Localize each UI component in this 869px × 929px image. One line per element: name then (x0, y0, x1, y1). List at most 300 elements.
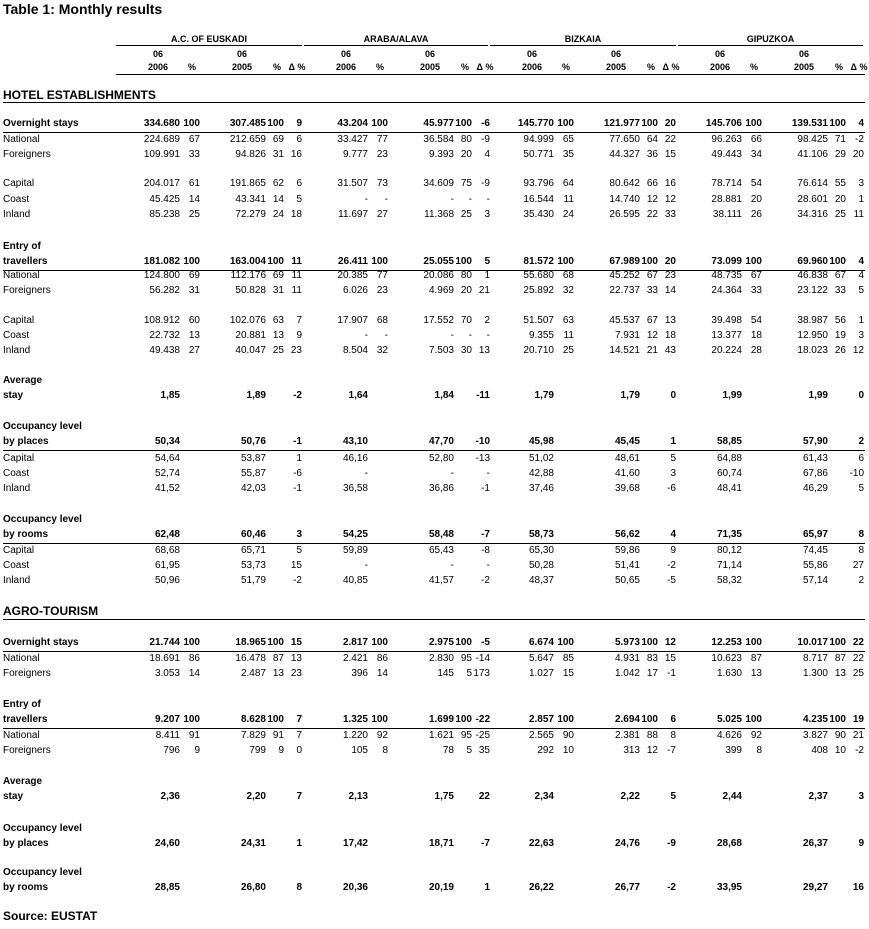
table-cell: 24,60 (154, 838, 180, 849)
table-cell: -2 (293, 575, 302, 586)
table-cell: 1 (858, 315, 864, 326)
table-cell: 2.381 (614, 730, 640, 741)
table-cell: 34 (750, 149, 762, 160)
table-cell: 4 (670, 529, 676, 540)
table-cell: 20 (750, 194, 762, 205)
row-label-top: Entry of (3, 699, 41, 710)
table-cell: 65,97 (802, 529, 828, 540)
table-cell: 14 (188, 668, 200, 679)
col-2006: 2006 (147, 62, 169, 72)
table-cell: 48,61 (614, 453, 640, 464)
table-cell: 108.912 (143, 315, 180, 326)
table-cell: 36 (646, 149, 658, 160)
table-cell: 23 (664, 270, 676, 281)
table-cell: 14 (376, 668, 388, 679)
table-cell: - (450, 194, 454, 205)
table-cell: 27 (852, 560, 864, 571)
table-cell: 78.714 (711, 178, 742, 189)
table-cell: 69 (272, 134, 284, 145)
table-cell: 18,71 (428, 838, 454, 849)
table-cell: 3 (484, 209, 490, 220)
table-cell: 28.601 (797, 194, 828, 205)
table-cell: 1 (484, 882, 490, 893)
table-cell: 10 (562, 745, 574, 756)
table-cell: 8 (858, 545, 864, 556)
col-pct: % (187, 62, 196, 72)
row-label: by rooms (3, 882, 49, 893)
col-2006-month: 06 (714, 49, 725, 59)
table-row (0, 270, 869, 285)
column-headers (304, 46, 494, 74)
table-cell: 1.630 (716, 668, 742, 679)
table-cell: 408 (811, 745, 828, 756)
table-cell: 38.987 (797, 315, 828, 326)
table-cell: 64,88 (716, 453, 742, 464)
table-cell: -14 (475, 653, 490, 664)
table-cell: 40.047 (235, 345, 266, 356)
col-pct: % (834, 62, 843, 72)
table-cell: 44.327 (609, 149, 640, 160)
table-cell: 71,35 (716, 529, 742, 540)
table-row (0, 453, 869, 468)
table-cell: 10.623 (711, 653, 742, 664)
table-cell: 20 (852, 149, 864, 160)
table-cell: 1 (670, 436, 676, 447)
table-cell: -10 (475, 436, 490, 447)
table-cell: 96.263 (711, 134, 742, 145)
table-cell: 11 (291, 270, 302, 281)
row-label: stay (3, 791, 24, 802)
table-cell: 100 (183, 714, 200, 725)
table-cell: 59,86 (614, 545, 640, 556)
table-cell: 7.503 (428, 345, 454, 356)
table-cell: - (364, 468, 368, 479)
table-cell: 12.253 (711, 637, 742, 648)
table-cell: 12 (664, 194, 676, 205)
table-cell: 1,85 (160, 390, 180, 401)
table-cell: 100 (371, 118, 388, 129)
table-cell: 21.744 (149, 637, 180, 648)
table-cell: 54 (750, 315, 762, 326)
table-cell: 92 (750, 730, 762, 741)
table-cell: 13 (478, 345, 490, 356)
table-cell: 181.082 (143, 256, 180, 267)
table-cell: 2,36 (160, 791, 180, 802)
table-cell: 22,63 (528, 838, 554, 849)
table-cell: 26,37 (802, 838, 828, 849)
table-cell: 3 (670, 468, 676, 479)
table-cell: 43.341 (235, 194, 266, 205)
table-cell: 63 (562, 315, 574, 326)
table-cell: 145.706 (705, 118, 742, 129)
table-cell: 0 (858, 390, 864, 401)
row-label: Capital (3, 315, 35, 326)
table-cell: 55.680 (523, 270, 554, 281)
table-cell: 124.800 (143, 270, 180, 281)
table-cell: 46,16 (342, 453, 368, 464)
table-cell: - (450, 468, 454, 479)
table-cell: 41,52 (154, 483, 180, 494)
table-cell: 87 (834, 653, 846, 664)
table-cell: 90 (834, 730, 846, 741)
table-cell: 14 (272, 194, 284, 205)
table-cell: 35 (478, 745, 490, 756)
table-cell: 6 (858, 453, 864, 464)
table-cell: 1,89 (246, 390, 266, 401)
table-cell: 65,71 (240, 545, 266, 556)
col-2006-month: 06 (152, 49, 163, 59)
section-rule (3, 619, 865, 620)
table-cell: 43.204 (337, 118, 368, 129)
table-cell: -7 (667, 745, 676, 756)
row-label: Foreigners (3, 668, 51, 679)
table-cell: 13.377 (711, 330, 742, 341)
table-cell: 23 (290, 345, 302, 356)
table-cell: 12 (852, 345, 864, 356)
table-cell: 27 (376, 209, 388, 220)
table-cell: 100 (557, 714, 574, 725)
table-cell: 23 (376, 285, 388, 296)
table-cell: 41,60 (614, 468, 640, 479)
table-cell: 46,29 (802, 483, 828, 494)
table-cell: 71,14 (716, 560, 742, 571)
table-cell: 5.647 (528, 653, 554, 664)
table-cell: 9.393 (428, 149, 454, 160)
table-cell: 48,37 (528, 575, 554, 586)
row-label: Coast (3, 468, 30, 479)
table-cell: 5 (858, 483, 864, 494)
table-cell: 4.235 (802, 714, 828, 725)
table-cell: 204.017 (143, 178, 180, 189)
table-cell: 12 (646, 194, 658, 205)
table-cell: 61 (188, 178, 200, 189)
section-title-agro: AGRO-TOURISM (3, 604, 99, 618)
table-cell: 9 (296, 118, 302, 129)
col-pct: % (646, 62, 655, 72)
table-cell: 17 (646, 668, 658, 679)
row-label-top: Occupancy level (3, 514, 82, 525)
table-cell: 7 (296, 730, 302, 741)
table-cell: - (450, 330, 454, 341)
table-cell: -9 (481, 178, 490, 189)
table-cell: 121.977 (603, 118, 640, 129)
table-cell: 30 (460, 345, 472, 356)
table-cell: -5 (481, 637, 490, 648)
table-cell: - (486, 330, 490, 341)
table-cell: 86 (376, 653, 388, 664)
table-cell: 3.053 (154, 668, 180, 679)
table-cell: 100 (267, 714, 284, 725)
table-row (0, 345, 869, 360)
table-cell: 62 (272, 178, 284, 189)
table-cell: 50,34 (154, 436, 180, 447)
table-cell: 69.960 (797, 256, 828, 267)
row-label: Overnight stays (3, 118, 79, 129)
table-cell: 95 (460, 730, 472, 741)
table-cell: 50.771 (523, 149, 554, 160)
table-cell: 8 (756, 745, 762, 756)
row-label: stay (3, 390, 24, 401)
table-cell: - (364, 330, 368, 341)
table-row (0, 241, 869, 271)
table-cell: 12 (664, 637, 676, 648)
table-cell: 33 (646, 285, 658, 296)
table-cell: 5 (466, 668, 472, 679)
row-label: Inland (3, 345, 31, 356)
table-cell: 77.650 (609, 134, 640, 145)
table-cell: 5.025 (716, 714, 742, 725)
row-separator (3, 450, 865, 451)
table-cell: 1,84 (434, 390, 454, 401)
table-cell: 18 (664, 330, 676, 341)
table-cell: -9 (481, 134, 490, 145)
table-cell: 45,45 (614, 436, 640, 447)
table-cell: 3 (858, 791, 864, 802)
table-cell: 313 (623, 745, 640, 756)
table-row (0, 545, 869, 560)
table-cell: 13 (290, 653, 302, 664)
row-label: National (3, 134, 40, 145)
table-cell: 91 (272, 730, 284, 741)
table-cell: 54,64 (154, 453, 180, 464)
col-2005-month: 06 (236, 49, 247, 59)
table-cell: 14 (188, 194, 200, 205)
table-cell: 15 (664, 653, 676, 664)
table-cell: 5 (466, 745, 472, 756)
table-cell: 2.487 (240, 668, 266, 679)
table-cell: 18.965 (235, 637, 266, 648)
table-cell: 25 (272, 345, 284, 356)
table-cell: 62,48 (154, 529, 180, 540)
table-cell: 100 (267, 256, 284, 267)
table-cell: 9 (858, 838, 864, 849)
source-note: Source: EUSTAT (3, 909, 98, 923)
col-2006-month: 06 (340, 49, 351, 59)
table-cell: 1.699 (428, 714, 454, 725)
table-cell: 16 (290, 149, 302, 160)
table-cell: 31 (272, 149, 284, 160)
col-delta: Δ % (662, 62, 680, 72)
table-cell: 2.975 (428, 637, 454, 648)
table-cell: 25 (188, 209, 200, 220)
table-cell: 25.892 (523, 285, 554, 296)
table-cell: 41.106 (797, 149, 828, 160)
table-cell: 61,95 (154, 560, 180, 571)
table-cell: 71 (834, 134, 846, 145)
table-cell: 7 (296, 714, 302, 725)
table-cell: 27 (188, 345, 200, 356)
table-cell: 22 (478, 791, 490, 802)
table-cell: 399 (725, 745, 742, 756)
table-cell: 5 (670, 453, 676, 464)
table-row (0, 730, 869, 745)
table-cell: 20.385 (337, 270, 368, 281)
table-cell: 139.531 (791, 118, 828, 129)
table-cell: 15 (290, 637, 302, 648)
table-cell: 1,75 (434, 791, 454, 802)
table-cell: 10 (834, 745, 846, 756)
table-cell: 31.507 (337, 178, 368, 189)
table-cell: 1.325 (342, 714, 368, 725)
table-cell: 10.017 (797, 637, 828, 648)
table-cell: 81.572 (523, 256, 554, 267)
table-cell: 14.740 (609, 194, 640, 205)
table-row (0, 178, 869, 193)
table-cell: 9 (670, 545, 676, 556)
table-cell: 49.438 (149, 345, 180, 356)
row-label: Overnight stays (3, 637, 79, 648)
table-cell: 59,89 (342, 545, 368, 556)
table-cell: 51,02 (528, 453, 554, 464)
table-cell: 66 (646, 178, 658, 189)
table-cell: 5 (296, 194, 302, 205)
table-cell: 20 (664, 256, 676, 267)
table-cell: 20.086 (423, 270, 454, 281)
table-cell: 1,79 (620, 390, 640, 401)
table-cell: 80 (460, 270, 472, 281)
table-cell: 54 (750, 178, 762, 189)
table-cell: -6 (667, 483, 676, 494)
table-cell: 91 (188, 730, 200, 741)
table-cell: 4 (858, 118, 864, 129)
table-cell: 15 (664, 149, 676, 160)
table-cell: -8 (481, 545, 490, 556)
region-header: ARABA/ALAVA (304, 34, 488, 46)
table-cell: 4 (484, 149, 490, 160)
table-cell: 21 (646, 345, 658, 356)
table-cell: 6.674 (528, 637, 554, 648)
table-cell: 173 (473, 668, 490, 679)
table-cell: 799 (249, 745, 266, 756)
row-label: Capital (3, 545, 35, 556)
table-cell: 2.817 (342, 637, 368, 648)
table-cell: 36,58 (342, 483, 368, 494)
table-cell: 90 (562, 730, 574, 741)
table-cell: 145 (437, 668, 454, 679)
table-cell: 32 (376, 345, 388, 356)
table-cell: -13 (475, 453, 490, 464)
table-cell: 396 (351, 668, 368, 679)
table-cell: 38.111 (712, 209, 742, 220)
row-label-top: Occupancy level (3, 867, 82, 878)
table-cell: - (486, 468, 490, 479)
table-cell: 39,68 (614, 483, 640, 494)
table-cell: 20 (834, 194, 846, 205)
table-cell: 22 (664, 134, 676, 145)
table-row (0, 745, 869, 760)
table-cell: 100 (745, 714, 762, 725)
table-cell: 5 (670, 791, 676, 802)
table-cell: 26.411 (337, 256, 368, 267)
table-cell: 33.427 (337, 134, 368, 145)
table-cell: 100 (455, 637, 472, 648)
table-cell: 7.829 (240, 730, 266, 741)
table-cell: 26,77 (614, 882, 640, 893)
table-cell: 13 (834, 668, 846, 679)
table-cell: 46.838 (797, 270, 828, 281)
table-cell: 6 (670, 714, 676, 725)
table-cell: 2,13 (348, 791, 368, 802)
table-cell: 67.989 (609, 256, 640, 267)
row-label: Foreigners (3, 745, 51, 756)
table-cell: 0 (670, 390, 676, 401)
table-cell: 7 (296, 791, 302, 802)
table-cell: 58,48 (428, 529, 454, 540)
table-cell: -1 (667, 668, 676, 679)
table-cell: -5 (667, 575, 676, 586)
table-cell: 85 (562, 653, 574, 664)
table-cell: 55,86 (802, 560, 828, 571)
table-row (0, 375, 869, 405)
table-cell: 100 (829, 118, 846, 129)
table-row (0, 483, 869, 498)
table-cell: 100 (829, 637, 846, 648)
col-pct: % (561, 62, 570, 72)
table-cell: 94.999 (523, 134, 554, 145)
table-cell: 56 (834, 315, 846, 326)
table-cell: 58,85 (716, 436, 742, 447)
table-cell: 100 (829, 714, 846, 725)
table-cell: 14.521 (609, 345, 640, 356)
row-label: travellers (3, 714, 48, 725)
table-cell: 3 (858, 178, 864, 189)
table-cell: 25 (460, 209, 472, 220)
table-cell: 2,34 (534, 791, 554, 802)
table-cell: 21 (852, 730, 864, 741)
table-cell: 1,99 (722, 390, 742, 401)
table-cell: 28 (750, 345, 762, 356)
table-cell: 13 (750, 668, 762, 679)
table-cell: 796 (163, 745, 180, 756)
row-label: Inland (3, 575, 31, 586)
col-2006-month: 06 (526, 49, 537, 59)
table-cell: 58,32 (716, 575, 742, 586)
table-cell: 56.282 (149, 285, 180, 296)
table-cell: 57,90 (802, 436, 828, 447)
table-cell: 13 (188, 330, 200, 341)
table-cell: 9 (296, 330, 302, 341)
table-cell: 34.316 (797, 209, 828, 220)
table-cell: 9.355 (528, 330, 554, 341)
table-cell: 11 (291, 285, 302, 296)
table-cell: - (384, 330, 388, 341)
table-cell: 6 (296, 178, 302, 189)
table-cell: 6.026 (342, 285, 368, 296)
table-cell: 1.621 (428, 730, 454, 741)
table-cell: 9.207 (154, 714, 180, 725)
table-cell: 0 (296, 745, 302, 756)
table-cell: 21 (478, 285, 490, 296)
table-cell: 3 (858, 330, 864, 341)
table-cell: 17,42 (342, 838, 368, 849)
table-cell: 92 (376, 730, 388, 741)
row-label-top: Entry of (3, 241, 41, 252)
row-label-top: Occupancy level (3, 421, 82, 432)
table-cell: 39.498 (711, 315, 742, 326)
table-row (0, 653, 869, 668)
table-cell: 4.931 (614, 653, 640, 664)
table-cell: 77 (376, 134, 388, 145)
row-label-top: Average (3, 375, 43, 386)
table-row (0, 194, 869, 209)
row-label: Foreigners (3, 149, 51, 160)
table-row (0, 699, 869, 729)
table-cell: 20 (460, 149, 472, 160)
table-row (0, 560, 869, 575)
table-cell: 51.507 (523, 315, 554, 326)
table-cell: -6 (293, 468, 302, 479)
table-cell: 65 (562, 134, 574, 145)
